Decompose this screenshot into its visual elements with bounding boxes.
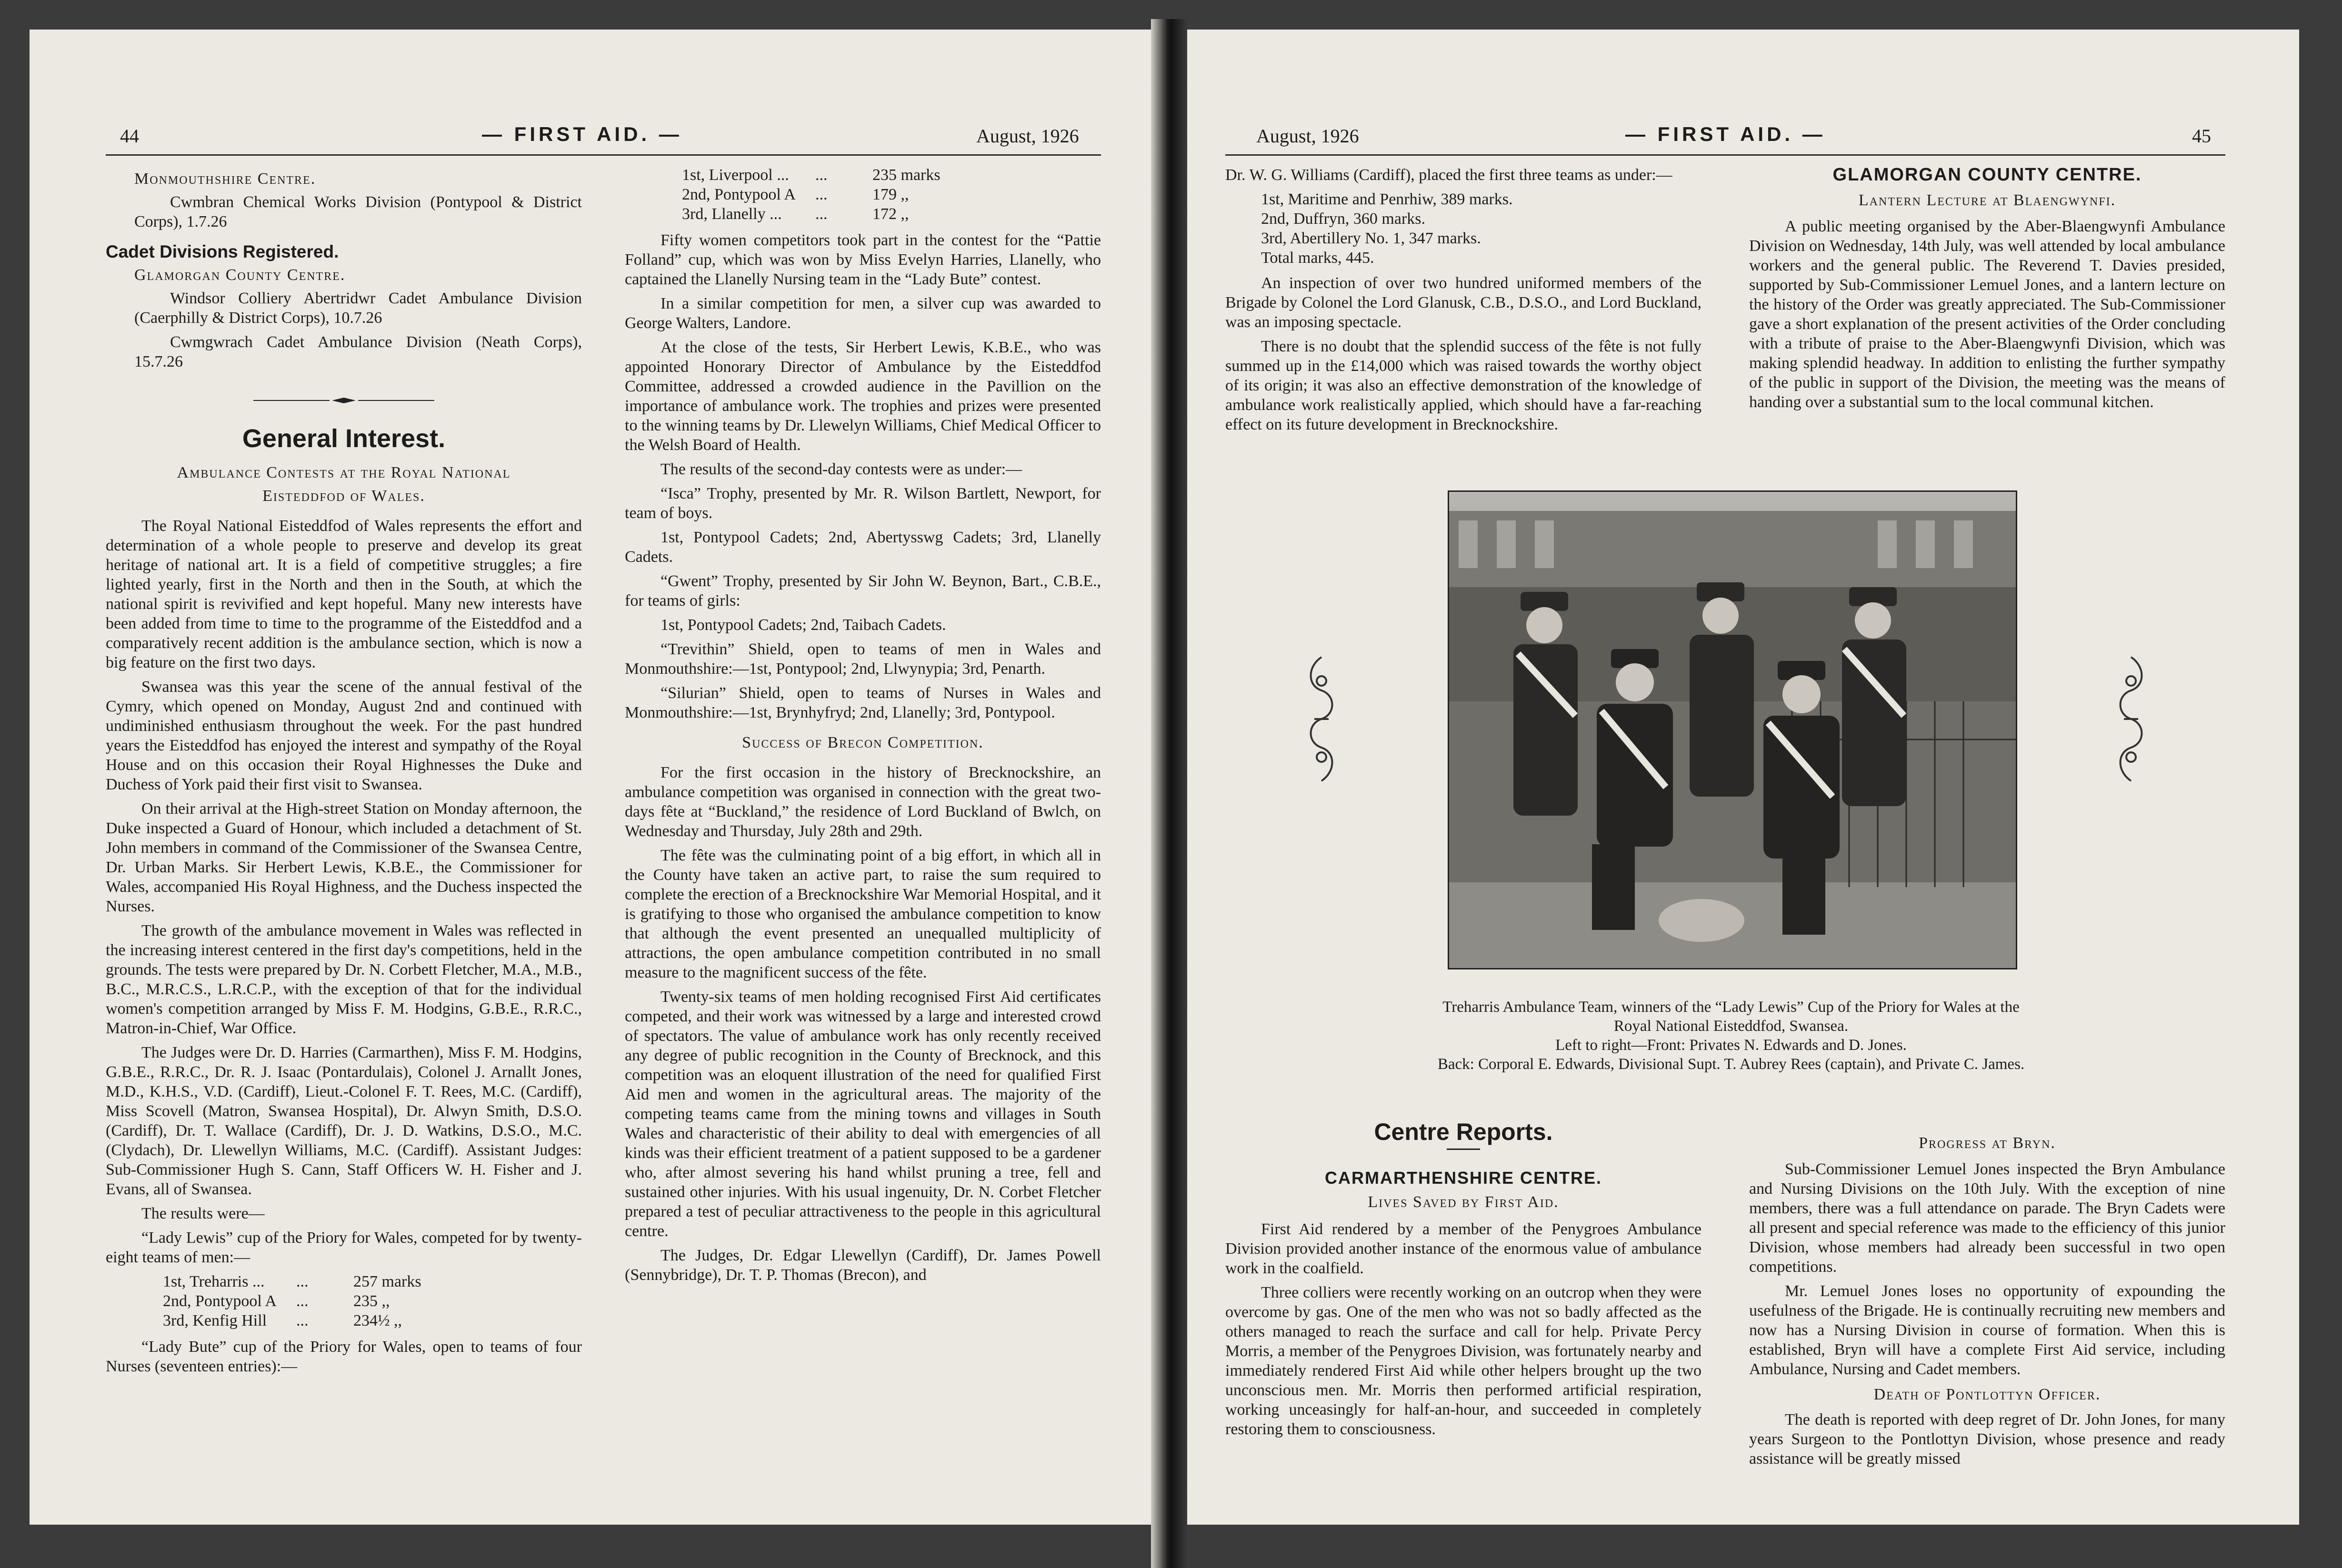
section-subhead: Eisteddfod of Wales. [262,487,425,505]
section-subhead: Monmouthshire Centre. [134,170,316,188]
paragraph: Swansea was this year the scene of the annual festival of the Cymry, which opened on Monday, August 2nd and continued with undiminished enthusiasm throughout the week. For the past hundred years the Eisteddfod has enjoyed the interest and sympathy of the Royal House and on this occasion their Royal Highnesses the Duke and Duchess of York paid their first visit to Swansea. [106,678,582,793]
table-row: 2nd, Pontypool A ... 235 ,, [163,1292,390,1310]
section-subhead: Death of Pontlottyn Officer. [1873,1386,2101,1403]
ornament-divider-icon [106,390,582,410]
results-table [163,1272,582,1330]
right-column-1 [1225,165,1701,439]
page-date: August, 1926 [1256,125,1359,147]
scroll-ornament-icon [1305,652,1338,786]
paragraph: “Isca” Trophy, presented by Mr. R. Wilson Bartlett, Newport, for team of boys. [625,485,1101,522]
section-heading: GLAMORGAN COUNTY CENTRE. [1832,165,2142,185]
paragraph: Twenty-six teams of men holding recognised First Aid certificates competed, and their work was witnessed by a large and interested crowd of spectators. The value of ambulance work has only recently received any degree of public recognition in the County of Brecknock, and this competition was an eloquent illustration of the need for qualified First Aid men and women in the agricultural areas. The majority of the competing teams came from the mining towns and villages in South Wales and characteristic of their ability to deal with emergencies of all kinds was their efficient treatment of a patient supposed to be a gardener who, after almost severing his hand whilst pruning a tree, fell and sustained other injuries. With his usual ingenuity, Dr. N. Corbet Fletcher prepared a test of peculiar attractiveness to the people in this agricultural centre. [625,988,1101,1240]
paragraph: The death is reported with deep regret of Dr. John Jones, for many years Surgeon to the Pontlottyn Division, whose presence and ready assistance will be greatly missed [1749,1411,2225,1468]
paragraph: 1st, Pontypool Cadets; 2nd, Taibach Cadets. [661,616,946,634]
paragraph: The Royal National Eisteddfod of Wales represents the effort and determination of a whole people to preserve and develop its great heritage of national art. It is a field of competitive struggles; a fire lighted yearly, first in the North and then in the South, at which the national spirit is revivified and kept hopeful. Many new interests have been added from time to time to the programme of the Eisteddfod and a comparatively recent addition is the ambulance section, which is now a big feature on the first two days. [106,517,582,671]
list-item: 3rd, Abertillery No. 1, 347 marks. [1261,230,1481,247]
right-column-2 [1749,165,2225,417]
paragraph: For the first occasion in the history of Brecknockshire, an ambulance competition was organised in connection with the great two-days fête at “Buckland,” the residence of Lord Buckland of Bwlch, on Wednesday and Thursday, July 28th and 29th. [625,764,1101,840]
list-item: 1st, Maritime and Penrhiw, 389 marks. [1261,190,1513,208]
scroll-ornament-icon [2114,652,2148,786]
table-row: 3rd, Llanelly ... ... 172 ,, [682,205,909,223]
left-page [30,30,1151,1525]
table-row: 1st, Treharris ... ... 257 marks [163,1273,421,1290]
paragraph: “Trevithin” Shield, open to teams of men in Wales and Monmouthshire:—1st, Pontypool; 2nd, Llwynypia; 3rd, Penarth. [625,640,1101,678]
paragraph: In a similar competition for men, a silver cup was awarded to George Walters, Landore. [625,295,1101,332]
caption-line: Back: Corporal E. Edwards, Divisional Supt. T. Aubrey Rees (captain), and Private C. James. [1437,1056,2025,1073]
paragraph: Three colliers were recently working on an outcrop when they were overcome by gas. One of the men who was not so badly affected as the others managed to reach the surface and call for help. Private Percy Morris, a member of the Penygroes Division, was fortunately nearby and immediately rendered First Aid while other helpers brought up the two unconscious men. Mr. Morris then performed artificial respiration, working unceasingly for half-an-hour, and succeeded in completely restoring them to consciousness. [1225,1284,1701,1438]
list-item: Total marks, 445. [1261,249,1374,267]
page-date: August, 1926 [976,125,1079,147]
section-subhead: Glamorgan County Centre. [134,266,346,284]
right-column-4 [1749,1129,2225,1473]
paragraph: An inspection of over two hundred uniformed members of the Brigade by Colonel the Lord Glanusk, C.B., D.S.O., and Lord Buckland, was an imposing spectacle. [1225,274,1701,331]
caption-line: Left to right—Front: Privates N. Edwards and D. Jones. [1555,1037,1907,1054]
table-row: 1st, Liverpool ... ... 235 marks [682,166,941,184]
paragraph: The Judges were Dr. D. Harries (Carmarthen), Miss F. M. Hodgins, G.B.E., R.R.C., Dr. R. J. Isaac (Pontardulais), Colonel J. Arnallt Jones, M.D., K.H.S., V.D. (Cardiff), Lieut.-Colonel F. T. Rees, M.C. (Cardiff), Miss Scovell (Matron, Swansea Hospital), Dr. Alwyn Smith, D.S.O. (Cardiff), Dr. T. Wallace (Cardiff), Dr. J. D. Watkins, D.S.O., M.C. (Clydach), Dr. Llewellyn Williams, M.C. (Cardiff). Assistant Judges: Sub-Commissioner Hugh S. Cann, Staff Officers W. H. Fisher and J. Evans, all of Swansea. [106,1044,582,1198]
results-table [682,165,1101,224]
section-subhead: Success of Brecon Competition. [742,734,984,751]
paragraph: “Silurian” Shield, open to teams of Nurses in Wales and Monmouthshire:—1st, Brynhyfryd; 2nd, Llanelly; 3rd, Pontypool. [625,684,1101,721]
entry: Windsor Colliery Abertridwr Cadet Ambulance Division (Caerphilly & District Corps), 10.7.26 [134,290,582,327]
paragraph: On their arrival at the High-street Station on Monday afternoon, the Duke inspected a Guard of Honour, which included a detachment of St. John members in command of the Commissioner of the Swansea Centre, Dr. Urban Marks. Sir Herbert Lewis, K.B.E., the Commissioner for Wales, accompanied His Royal Highness, and the Duchess inspected the Nurses. [106,800,582,915]
running-title: — FIRST AID. — [1625,123,1826,145]
paragraph: “Lady Lewis” cup of the Priory for Wales, competed for by twenty-eight teams of men:— [106,1229,582,1266]
team-photograph [1448,490,2017,969]
paragraph: Mr. Lemuel Jones loses no opportunity of expounding the usefulness of the Brigade. He is continually recruiting new members and now has a Nursing Division in course of formation. When this is established, Bryn will have a complete First Aid service, including Ambulance, Nursing and Cadet members. [1749,1282,2225,1378]
paragraph: Fifty women competitors took part in the contest for the “Pattie Folland” cup, which was won by Miss Evelyn Harries, Llanelly, who captained the Llanelly Nursing team in the “Lady Bute” contest. [625,231,1101,288]
paragraph: First Aid rendered by a member of the Penygroes Ambulance Division provided another instance of the enormous value of ambulance work in the coalfield. [1225,1220,1701,1277]
caption-line: Treharris Ambulance Team, winners of the “Lady Lewis” Cup of the Priory for Wales at the [1442,999,2020,1016]
paragraph: The growth of the ambulance movement in Wales was reflected in the increasing interest centered in the first day's competitions, held in the grounds. The tests were prepared by Dr. N. Corbett Fletcher, M.A., M.B., B.C., M.R.C.S., L.R.C.P., with the exception of that for the individual women's competition arranged by Miss F. M. Hodgins, G.B.E., R.R.C., Matron-in-Chief, War Office. [106,922,582,1037]
divider [1447,1149,1480,1150]
left-column-1 [106,165,582,1381]
left-column-2 [625,165,1101,1289]
section-subhead: Ambulance Contests at the Royal National [177,464,511,481]
paragraph: “Lady Bute” cup of the Priory for Wales, open to teams of four Nurses (seventeen entries):— [106,1338,582,1375]
table-row: 2nd, Pontypool A ... 179 ,, [682,186,909,203]
photo-caption [1295,998,2167,1074]
page-number: 45 [2192,125,2211,147]
paragraph: At the close of the tests, Sir Herbert Lewis, K.B.E., who was appointed Honorary Director of Ambulance by the Eisteddfod Committee, addressed a crowded audience in the Pavillion on the importance of ambulance work. The trophies and prizes were presented to the winning teams by Dr. Llewelyn Williams, Chief Medical Officer to the Welsh Board of Health. [625,339,1101,454]
header-rule [1225,154,2225,156]
paragraph: Dr. W. G. Williams (Cardiff), placed the first three teams as under:— [1225,166,1672,184]
section-heading: General Interest. [242,424,446,453]
paragraph: The results of the second-day contests were as under:— [661,460,1022,478]
running-title: — FIRST AID. — [482,123,682,145]
header-rule [106,154,1101,156]
paragraph: The results were— [141,1205,265,1222]
paragraph: Sub-Commissioner Lemuel Jones inspected the Bryn Ambulance and Nursing Divisions on the 10th July. With the exception of nine members, there was a full attendance on parade. The Bryn Cadets were all present and special reference was made to the efficiency of this junior Division, whose members had already been successful in two open competitions. [1749,1160,2225,1276]
section-heading: Cadet Divisions Registered. [106,242,339,261]
right-column-3 [1225,1119,1701,1444]
paragraph: The Judges, Dr. Edgar Llewellyn (Cardiff), Dr. James Powell (Sennybridge), Dr. T. P. Thomas (Brecon), and [625,1247,1101,1284]
section-subhead: Progress at Bryn. [1919,1134,2056,1152]
book-gutter [1151,19,1187,1568]
paragraph: 1st, Pontypool Cadets; 2nd, Abertysswg Cadets; 3rd, Llanelly Cadets. [625,529,1101,566]
paragraph: The fête was the culminating point of a big effort, in which all in the County have taken an active part, to raise the sum required to complete the erection of a Brecknockshire War Memorial Hospital, and it is gratifying to those who organised the ambulance competition to know that although the event presented an unequalled multiplicity of attractions, the open ambulance competition contributed in no small measure to the magnificent success of the fête. [625,847,1101,981]
section-heading: Centre Reports. [1374,1119,1553,1145]
section-subhead: Lantern Lecture at Blaengwynfi. [1858,191,2116,209]
paragraph: There is no doubt that the splendid success of the fête is not fully summed up in the £14,000 which was raised towards the worthy object of its origin; it was also an effective demonstration of the knowledge of ambulance work realistically applied, which should have a far-reaching effect on its future development in Brecknockshire. [1225,338,1701,433]
results-list [1225,190,1701,268]
entry: Cwmgwrach Cadet Ambulance Division (Neath Corps), 15.7.26 [134,333,582,370]
section-subhead: Lives Saved by First Aid. [1368,1193,1559,1211]
entry: Cwmbran Chemical Works Division (Pontypool & District Corps), 1.7.26 [134,193,582,230]
paragraph: A public meeting organised by the Aber-Blaengwynfi Ambulance Division on Wednesday, 14th July, was well attended by local ambulance workers and the general public. The Reverend T. Davies presided, supported by Sub-Commissioner Lemuel Jones, and a lantern lecture on the history of the Order was greatly appreciated. The Sub-Commissioner gave a short explanation of the present activities of the Order concluding with a tribute of praise to the Aber-Blaengwynfi Division, which was making splendid headway. In addition to enlisting the further sympathy of the public in support of the Division, the meeting was the means of handing over a substantial sum to the local communal kitchen. [1749,218,2225,411]
table-row: 3rd, Kenfig Hill ... 234½ ,, [163,1312,402,1329]
paragraph: “Gwent” Trophy, presented by Sir John W. Beynon, Bart., C.B.E., for teams of girls: [625,572,1101,609]
list-item: 2nd, Duffryn, 360 marks. [1261,210,1425,228]
caption-line: Royal National Eisteddfod, Swansea. [1613,1018,1849,1035]
section-heading: CARMARTHENSHIRE CENTRE. [1324,1168,1602,1188]
page-number: 44 [120,125,139,147]
